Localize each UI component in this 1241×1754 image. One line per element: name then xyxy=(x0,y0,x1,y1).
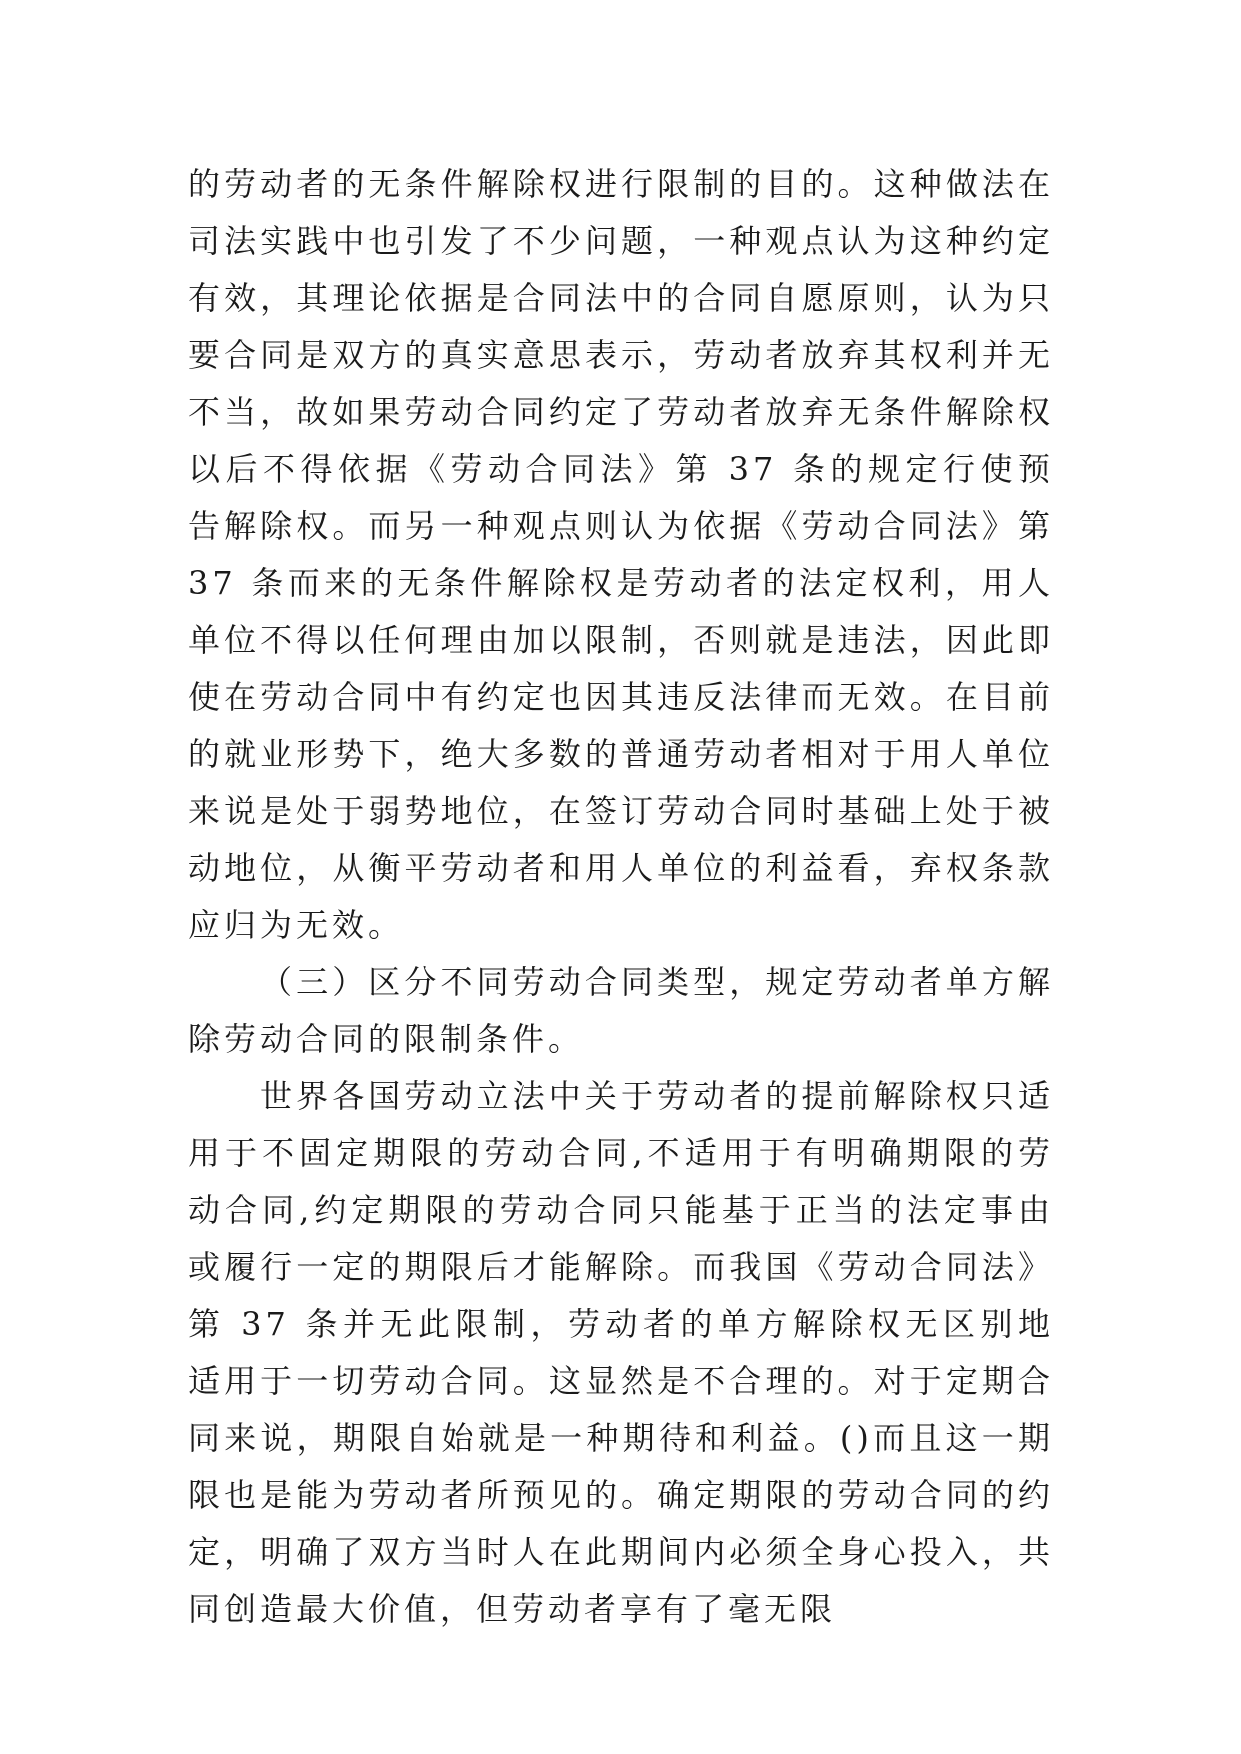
document-body xyxy=(188,156,1069,1638)
body-paragraph: 的劳动者的无条件解除权进行限制的目的。这种做法在司法实践中也引发了不少问题，一种观点认为这种约定有效，其理论依据是合同法中的合同自愿原则，认为只要合同是双方的真实意思表示，劳动者放弃其权利并无不当，故如果劳动合同约定了劳动者放弃无条件解除权以后不得依据《劳动合同法》第 37 条的规定行使预告解除权。而另一种观点则认为依据《劳动合同法》第 37 条而来的无条件解除权是劳动者的法定权利，用人单位不得以任何理由加以限制，否则就是违法，因此即使在劳动合同中有约定也因其违反法律而无效。在目前的就业形势下，绝大多数的普通劳动者相对于用人单位来说是处于弱势地位，在签订劳动合同时基础上处于被动地位，从衡平劳动者和用人单位的利益看，弃权条款应归为无效。 xyxy=(188,165,1069,944)
section-heading: （三）区分不同劳动合同类型，规定劳动者单方解除劳动合同的限制条件。 xyxy=(188,963,1054,1058)
body-paragraph: 世界各国劳动立法中关于劳动者的提前解除权只适用于不固定期限的劳动合同,不适用于有明确期限的劳动合同,约定期限的劳动合同只能基于正当的法定事由或履行一定的期限后才能解除。而我国《劳动合同法》第 37 条并无此限制，劳动者的单方解除权无区别地适用于一切劳动合同。这显然是不合理的。对于定期合同来说，期限自始就是一种期待和利益。()而且这一期限也是能为劳动者所预见的。确定期限的劳动合同的约定，明确了双方当时人在此期间内必须全身心投入，共同创造最大价值，但劳动者享有了毫无限 xyxy=(188,1077,1054,1628)
